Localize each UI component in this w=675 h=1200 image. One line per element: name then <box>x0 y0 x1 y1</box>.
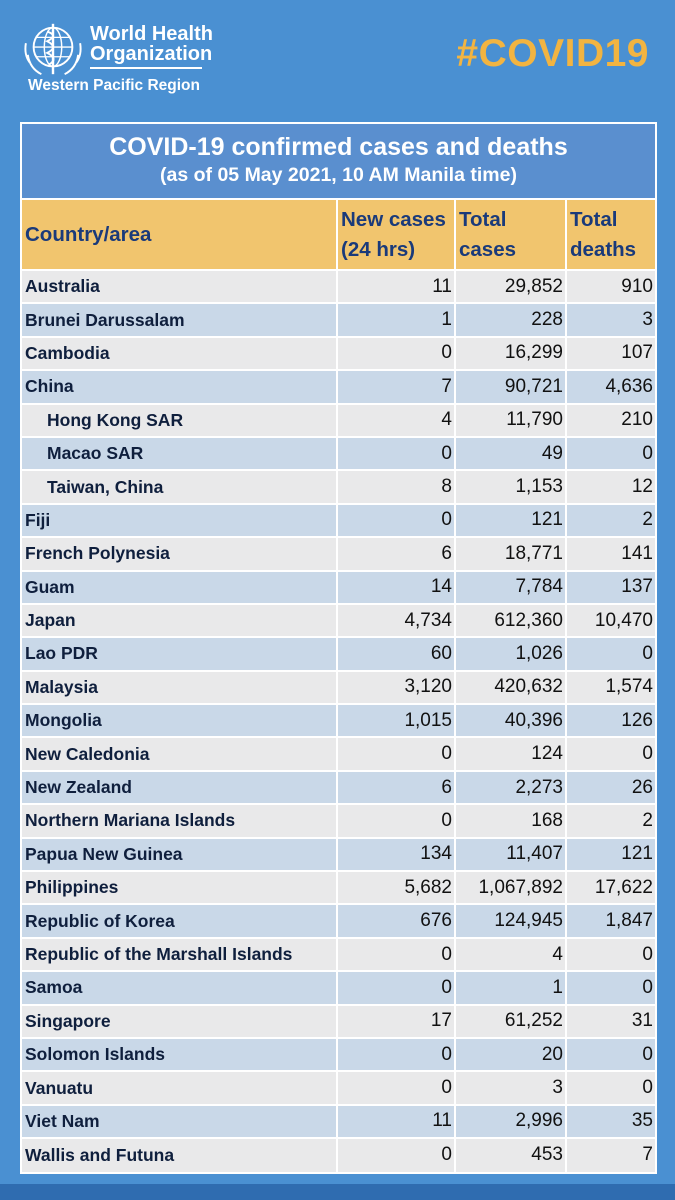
country-cell: New Caledonia <box>22 737 337 770</box>
new-cases-cell: 6 <box>337 771 455 804</box>
total-cases-cell: 29,852 <box>455 270 566 303</box>
new-cases-cell: 1,015 <box>337 704 455 737</box>
total-deaths-cell: 10,470 <box>566 604 655 637</box>
new-cases-cell: 0 <box>337 737 455 770</box>
total-cases-cell: 2,273 <box>455 771 566 804</box>
new-cases-cell: 1 <box>337 303 455 336</box>
new-cases-cell: 0 <box>337 1038 455 1071</box>
total-cases-cell: 90,721 <box>455 370 566 403</box>
column-header-new-cases: New cases (24 hrs) <box>337 200 455 270</box>
table-row <box>22 1138 655 1171</box>
country-cell: Brunei Darussalam <box>22 303 337 336</box>
total-cases-cell: 1,067,892 <box>455 871 566 904</box>
table-header-row <box>22 200 655 270</box>
country-cell: French Polynesia <box>22 537 337 570</box>
new-cases-cell: 0 <box>337 1071 455 1104</box>
table-row <box>22 470 655 503</box>
table-row <box>22 838 655 871</box>
total-deaths-cell: 31 <box>566 1005 655 1038</box>
total-deaths-cell: 3 <box>566 303 655 336</box>
new-cases-cell: 5,682 <box>337 871 455 904</box>
new-cases-cell: 8 <box>337 470 455 503</box>
table-row <box>22 737 655 770</box>
table-row <box>22 938 655 971</box>
country-cell: Viet Nam <box>22 1105 337 1138</box>
country-cell: Japan <box>22 604 337 637</box>
total-cases-cell: 121 <box>455 504 566 537</box>
country-cell: Australia <box>22 270 337 303</box>
total-deaths-cell: 0 <box>566 938 655 971</box>
org-line-2: Organization <box>90 43 213 65</box>
country-cell: Republic of Korea <box>22 904 337 937</box>
total-deaths-cell: 141 <box>566 537 655 570</box>
total-cases-cell: 420,632 <box>455 671 566 704</box>
table-row <box>22 804 655 837</box>
new-cases-cell: 0 <box>337 804 455 837</box>
total-deaths-cell: 137 <box>566 571 655 604</box>
total-cases-cell: 612,360 <box>455 604 566 637</box>
total-cases-cell: 1,153 <box>455 470 566 503</box>
column-header-country: Country/area <box>22 200 337 270</box>
country-cell: Taiwan, China <box>22 470 337 503</box>
table-row <box>22 404 655 437</box>
table-row <box>22 1038 655 1071</box>
column-header-total-cases: Total cases <box>455 200 566 270</box>
country-cell: Vanuatu <box>22 1071 337 1104</box>
total-deaths-cell: 17,622 <box>566 871 655 904</box>
table-row <box>22 704 655 737</box>
new-cases-cell: 0 <box>337 504 455 537</box>
country-cell: Mongolia <box>22 704 337 737</box>
total-deaths-cell: 2 <box>566 504 655 537</box>
org-divider <box>90 67 202 69</box>
new-cases-cell: 0 <box>337 1138 455 1171</box>
total-cases-cell: 1 <box>455 971 566 1004</box>
total-deaths-cell: 0 <box>566 971 655 1004</box>
table-row <box>22 904 655 937</box>
new-cases-cell: 676 <box>337 904 455 937</box>
total-deaths-cell: 35 <box>566 1105 655 1138</box>
total-deaths-cell: 12 <box>566 470 655 503</box>
country-cell: Republic of the Marshall Islands <box>22 938 337 971</box>
table-row <box>22 1005 655 1038</box>
new-cases-cell: 134 <box>337 838 455 871</box>
table-row <box>22 1105 655 1138</box>
org-line-1: World Health <box>90 23 213 45</box>
total-deaths-cell: 910 <box>566 270 655 303</box>
hashtag: #COVID19 <box>456 32 649 75</box>
new-cases-cell: 60 <box>337 637 455 670</box>
total-cases-cell: 18,771 <box>455 537 566 570</box>
table-row <box>22 771 655 804</box>
table-row <box>22 303 655 336</box>
cases-table-panel <box>20 122 657 1174</box>
total-deaths-cell: 1,847 <box>566 904 655 937</box>
new-cases-cell: 11 <box>337 270 455 303</box>
country-cell: Philippines <box>22 871 337 904</box>
cases-table <box>22 200 655 1172</box>
table-row <box>22 337 655 370</box>
bottom-strip <box>0 1184 675 1200</box>
new-cases-cell: 0 <box>337 437 455 470</box>
table-row <box>22 370 655 403</box>
total-cases-cell: 7,784 <box>455 571 566 604</box>
table-row <box>22 1071 655 1104</box>
total-cases-cell: 61,252 <box>455 1005 566 1038</box>
country-cell: Wallis and Futuna <box>22 1138 337 1171</box>
new-cases-cell: 17 <box>337 1005 455 1038</box>
page-header <box>0 0 675 110</box>
total-deaths-cell: 0 <box>566 637 655 670</box>
total-deaths-cell: 210 <box>566 404 655 437</box>
table-row <box>22 571 655 604</box>
country-cell: Fiji <box>22 504 337 537</box>
table-row <box>22 270 655 303</box>
total-cases-cell: 228 <box>455 303 566 336</box>
country-cell: Hong Kong SAR <box>22 404 337 437</box>
total-deaths-cell: 1,574 <box>566 671 655 704</box>
total-deaths-cell: 121 <box>566 838 655 871</box>
country-cell: Guam <box>22 571 337 604</box>
total-deaths-cell: 7 <box>566 1138 655 1171</box>
total-deaths-cell: 0 <box>566 1071 655 1104</box>
country-cell: Papua New Guinea <box>22 838 337 871</box>
table-row <box>22 537 655 570</box>
new-cases-cell: 0 <box>337 971 455 1004</box>
table-title-block <box>22 124 655 200</box>
table-row <box>22 504 655 537</box>
new-cases-cell: 7 <box>337 370 455 403</box>
total-cases-cell: 16,299 <box>455 337 566 370</box>
country-cell: Solomon Islands <box>22 1038 337 1071</box>
total-cases-cell: 1,026 <box>455 637 566 670</box>
table-subtitle: (as of 05 May 2021, 10 AM Manila time) <box>160 164 517 186</box>
table-row <box>22 871 655 904</box>
total-cases-cell: 4 <box>455 938 566 971</box>
country-cell: China <box>22 370 337 403</box>
total-cases-cell: 124 <box>455 737 566 770</box>
new-cases-cell: 6 <box>337 537 455 570</box>
table-row <box>22 637 655 670</box>
country-cell: Cambodia <box>22 337 337 370</box>
total-cases-cell: 3 <box>455 1071 566 1104</box>
new-cases-cell: 0 <box>337 938 455 971</box>
country-cell: Singapore <box>22 1005 337 1038</box>
country-cell: Samoa <box>22 971 337 1004</box>
total-deaths-cell: 2 <box>566 804 655 837</box>
table-row <box>22 604 655 637</box>
table-title: COVID-19 confirmed cases and deaths <box>109 133 568 161</box>
country-cell: Malaysia <box>22 671 337 704</box>
country-cell: Macao SAR <box>22 437 337 470</box>
total-cases-cell: 2,996 <box>455 1105 566 1138</box>
table-body <box>22 270 655 1172</box>
total-deaths-cell: 4,636 <box>566 370 655 403</box>
total-cases-cell: 453 <box>455 1138 566 1171</box>
total-deaths-cell: 0 <box>566 1038 655 1071</box>
total-deaths-cell: 26 <box>566 771 655 804</box>
total-cases-cell: 20 <box>455 1038 566 1071</box>
total-cases-cell: 40,396 <box>455 704 566 737</box>
country-cell: Lao PDR <box>22 637 337 670</box>
table-row <box>22 671 655 704</box>
column-header-total-deaths: Total deaths <box>566 200 655 270</box>
country-cell: Northern Mariana Islands <box>22 804 337 837</box>
total-deaths-cell: 0 <box>566 737 655 770</box>
new-cases-cell: 11 <box>337 1105 455 1138</box>
total-deaths-cell: 107 <box>566 337 655 370</box>
organization-name <box>90 24 213 74</box>
table-row <box>22 437 655 470</box>
table-row <box>22 971 655 1004</box>
new-cases-cell: 4,734 <box>337 604 455 637</box>
total-deaths-cell: 126 <box>566 704 655 737</box>
total-deaths-cell: 0 <box>566 437 655 470</box>
new-cases-cell: 14 <box>337 571 455 604</box>
total-cases-cell: 124,945 <box>455 904 566 937</box>
country-cell: New Zealand <box>22 771 337 804</box>
new-cases-cell: 0 <box>337 337 455 370</box>
region-name: Western Pacific Region <box>28 77 200 94</box>
new-cases-cell: 4 <box>337 404 455 437</box>
who-emblem-icon <box>22 18 84 80</box>
total-cases-cell: 11,407 <box>455 838 566 871</box>
total-cases-cell: 11,790 <box>455 404 566 437</box>
total-cases-cell: 49 <box>455 437 566 470</box>
new-cases-cell: 3,120 <box>337 671 455 704</box>
total-cases-cell: 168 <box>455 804 566 837</box>
